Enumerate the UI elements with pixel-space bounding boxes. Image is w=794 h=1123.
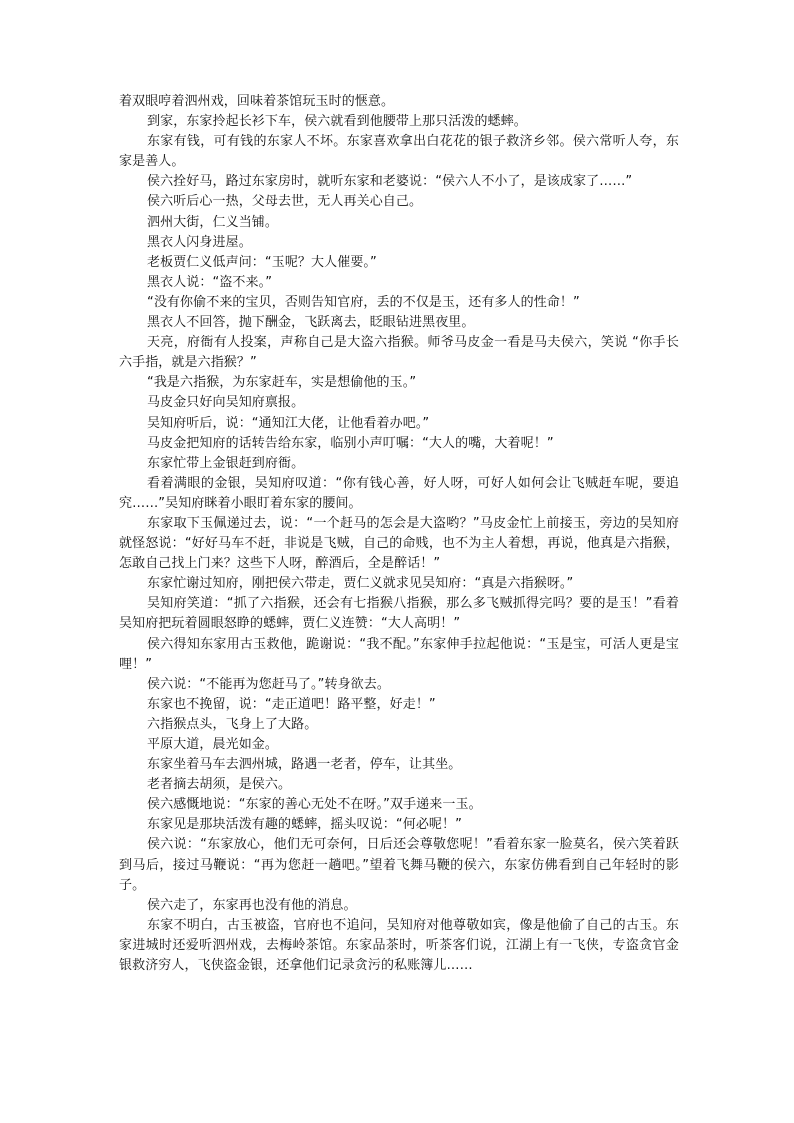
paragraph: 黑衣人闪身进屋。 bbox=[147, 234, 252, 250]
paragraph: 东家不明白，古玉被盗，官府也不追问，吴知府对他尊敬如宾，像是他偷了自己的古玉。东家进城时还爱听泗州戏，去梅岭茶馆。东家品茶时，听茶客们说，江湖上有一飞侠，专盗贪官金银救济穷人，飞侠盗金银，还拿他们记录贪污的私账簿儿…… bbox=[119, 917, 679, 974]
paragraph: 东家忙谢过知府，刚把侯六带走，贾仁义就求见吴知府：“真是六指猴呀。” bbox=[147, 576, 574, 592]
paragraph: 看着满眼的金银，吴知府叹道：“你有钱心善，好人呀，可好人如何会让飞贼赶车呢，要追究……”吴知府眯着小眼盯着东家的腰间。 bbox=[119, 475, 679, 511]
paragraph: “没有你偷不来的宝贝，否则告知官府，丢的不仅是玉，还有多人的性命！” bbox=[147, 294, 580, 310]
paragraph: 老者摘去胡须，是侯六。 bbox=[147, 777, 292, 793]
paragraph: 黑衣人不回答，抛下酬金，飞跃离去，眨眼钻进黑夜里。 bbox=[147, 315, 475, 331]
paragraph: 东家有钱，可有钱的东家人不坏。东家喜欢拿出白花花的银子救济乡邻。侯六常听人夸，东家是善人。 bbox=[119, 134, 679, 170]
paragraph: 吴知府听后，说：“通知江大佬，让他看着办吧。” bbox=[147, 415, 430, 431]
paragraph: 东家取下玉佩递过去，说：“一个赶马的怎会是大盗哟？”马皮金忙上前接玉，旁边的吴知府就怪怒说：“好好马车不赶，非说是飞贼，自己的命贱，也不为主人着想，再说，他真是六指猴，怎敢自己找上门来？这些下人呀，醉酒后，全是醉话！” bbox=[119, 515, 679, 572]
paragraph: 黑衣人说：“盗不来。” bbox=[147, 274, 273, 290]
paragraph: 侯六说：“东家放心，他们无可奈何，日后还会尊敬您呢！”看着东家一脸莫名，侯六笑着跃到马后，接过马鞭说：“再为您赶一趟吧。”望着飞舞马鞭的侯六，东家仿佛看到自己年轻时的影子。 bbox=[119, 837, 679, 893]
paragraph: “我是六指猴，为东家赶车，实是想偷他的玉。” bbox=[147, 375, 417, 391]
paragraph: 侯六听后心一热，父母去世，无人再关心自己。 bbox=[147, 194, 423, 210]
paragraph: 泗州大街，仁义当铺。 bbox=[147, 214, 279, 230]
paragraph: 吴知府笑道：“抓了六指猴，还会有七指猴八指猴，那么多飞贼抓得完吗？要的是玉！”看着吴知府把玩着圆眼怒睁的蟋蟀，贾仁义连赞：“大人高明！” bbox=[119, 596, 679, 632]
paragraph: 侯六拴好马，路过东家房时，就听东家和老婆说：“侯六人不小了，是该成家了……” bbox=[147, 174, 633, 190]
document-page bbox=[119, 92, 679, 976]
paragraph: 马皮金把知府的话转告给东家，临别小声叮嘱：“大人的嘴，大着呢！” bbox=[147, 435, 554, 451]
paragraph: 东家见是那块活泼有趣的蟋蟀，摇头叹说：“何必呢！” bbox=[147, 817, 462, 833]
paragraph: 侯六走了，东家再也没有他的消息。 bbox=[147, 897, 357, 913]
paragraph: 平原大道，晨光如金。 bbox=[147, 737, 279, 752]
paragraph: 六指猴点头，飞身上了大路。 bbox=[147, 716, 318, 732]
paragraph: 着双眼哼着泗州戏，回味着茶馆玩玉时的惬意。 bbox=[119, 94, 395, 109]
paragraph: 东家也不挽留，说：“走正道吧！路平整，好走！” bbox=[147, 696, 436, 712]
paragraph: 马皮金只好向吴知府禀报。 bbox=[147, 395, 305, 411]
paragraph: 东家坐着马车去泗州城，路遇一老者，停车，让其坐。 bbox=[147, 757, 462, 773]
paragraph: 侯六说：“不能再为您赶马了。”转身欲去。 bbox=[147, 676, 390, 692]
paragraph: 侯六感慨地说：“东家的善心无处不在呀。”双手递来一玉。 bbox=[147, 797, 482, 813]
paragraph: 老板贾仁义低声问：“玉呢？大人催要。” bbox=[147, 254, 377, 270]
paragraph: 天亮，府衙有人投案，声称自己是大盗六指猴。师爷马皮金一看是马夫侯六，笑说 “你手长六手指，就是六指猴？” bbox=[119, 335, 679, 371]
paragraph: 侯六得知东家用古玉救他，跪谢说：“我不配。”东家伸手拉起他说：“玉是宝，可活人更是宝哩！” bbox=[119, 636, 679, 672]
paragraph: 东家忙带上金银赶到府衙。 bbox=[147, 455, 305, 471]
paragraph: 到家，东家拎起长衫下车，侯六就看到他腰带上那只活泼的蟋蟀。 bbox=[147, 114, 527, 130]
